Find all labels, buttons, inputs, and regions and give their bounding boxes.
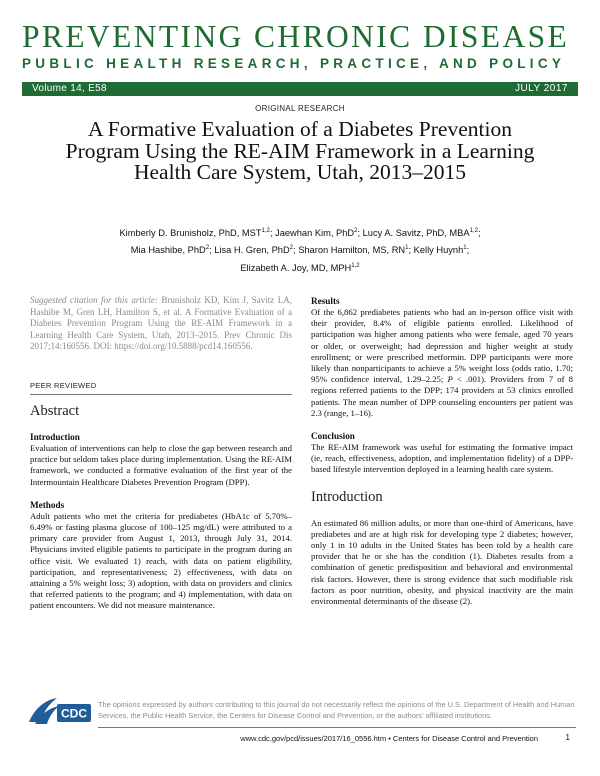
footer-url[interactable]: www.cdc.gov/pcd/issues/2017/16_0556.htm • Centers for Disease Control and Prevention	[240, 734, 538, 743]
journal-title: PREVENTING CHRONIC DISEASE	[22, 19, 570, 54]
journal-subtitle: PUBLIC HEALTH RESEARCH, PRACTICE, AND POLICY	[22, 56, 566, 71]
author: Sharon Hamilton, MS, $RN^1$;	[298, 245, 414, 256]
abstract-introduction-heading: Introduction	[30, 431, 80, 442]
conclusion-heading: Conclusion	[311, 431, 355, 442]
author-list	[60, 225, 540, 277]
suggested-citation	[30, 295, 292, 353]
left-column	[30, 295, 292, 612]
citation-label: Suggested citation for this article:	[30, 295, 158, 305]
author: Mia Hashibe, PhD$^2$;	[130, 245, 215, 256]
author: Kelly Huynh$^1$;	[413, 245, 470, 256]
article-type: ORIGINAL RESEARCH	[255, 104, 345, 113]
journal-masthead	[22, 20, 578, 73]
cdc-logo	[27, 690, 97, 730]
results-heading: Results	[311, 296, 340, 306]
author: Jaewhan Kim, PhD$^2$;	[275, 227, 363, 238]
introduction-heading: Introduction	[311, 488, 383, 505]
author: Kimberly D. Brunisholz, PhD, MST$^{1,2}$;	[119, 227, 276, 238]
conclusion-text: The RE-AIM framework was useful for estimating the formative impact (ie, reach, effectiveness, adoption, and implementation fidelity) of a DPP-based lifestyle intervention deployed in a learning health care system.	[311, 442, 573, 475]
author: Lisa H. Gren, PhD$^2$;	[214, 245, 299, 256]
page-number: 1	[565, 733, 570, 742]
cdc-logo-text: CDC	[61, 706, 87, 721]
methods-text: Adult patients who met the criteria for prediabetes (HbA1c of 5.70%–6.49% or fasting plasma glucose of 100–125 mg/dL) were attributed to a primary care provider from August 1, 2013, through July 31, 2014. Physicians invited eligible patients to participate in the program during an office visit. We evaluated 1) reach, with data on patient eligibility, participation, and representativeness; 2) effectiveness, with data on attaining a 5% weight loss; 3) adoption, with data on providers and clinics that referred patients to the program; and 4) implementation, with data on patient encounters. We did not measure maintenance.	[30, 510, 292, 611]
citation-text: Brunisholz KD, Kim J, Savitz LA, Hashibe M, Gren LH, Hamilton S, et al. A Formative Evaluation of a Diabetes Prevention Program Using the RE-AIM Framework in a Learning Health Care System, Utah, 2013–2015. Prev Chronic Dis 2017;14:160556. DOI: https://doi.org/10.5888/pcd14.160556.	[30, 295, 292, 352]
methods-heading: Methods	[30, 499, 65, 510]
volume-label: Volume 14, E58	[32, 83, 107, 94]
footer-divider	[98, 727, 576, 728]
issue-date: JULY 2017	[514, 83, 568, 94]
introduction-text: An estimated 86 million adults, or more than one-third of Americans, have prediabetes and are at high risk for developing type 2 diabetes; however, only 1 in 10 adults in the United States has been told by a health care provider that he or she has the condition (1). Diabetes results from a combination of genetic predisposition and behavioral and environmental risk factors. However, there is strong evidence that such modifiable risk factors as poor nutrition, obesity, and physical inactivity are the main environmental determinants of the disease (2).	[311, 517, 573, 607]
peer-reviewed-label: PEER REVIEWED	[30, 381, 292, 395]
author: Elizabeth A. Joy, MD, MPH$^{1,2}$	[240, 262, 360, 273]
abstract-introduction-text: Evaluation of interventions can help to close the gap between research and practice but seldom takes place during implementation. Using the RE-AIM framework, we conducted a formative evaluation of the first year of the Intermountain Healthcare Diabetes Prevention Program (DPP).	[30, 442, 292, 487]
disclaimer: The opinions expressed by authors contributing to this journal do not necessarily reflect the opinions of the U.S. Department of Health and Human Services, the Public Health Service, the Centers for Disease Control and Prevention, or the authors' affiliated institutions.	[98, 700, 575, 720]
issue-bar	[22, 82, 578, 96]
author: Lucy A. Savitz, PhD, MBA$^{1,2}$;	[362, 227, 481, 238]
right-column	[311, 295, 573, 607]
results-text: Of the 6,862 prediabetes patients who had an in-person office visit with their provider, 8.4% of eligible patients enrolled. Likelihood of participation was higher among patients who were female, aged 70 years or older, or overweight; had depression and higher weight at study enrollment; or were prescribed metformin. DPP participants were more likely than nonparticipants to achieve a 5% weight loss (odds ratio, 1.70; 95% confidence interval, 1.29–2.25; P < .001). Providers from 7 of 8 regions referred patients to the DPP; 174 providers at 53 clinics enrolled patients. The mean number of DPP counseling encounters per patient was 2.3 (range, 1–16).	[311, 307, 573, 418]
abstract-heading: Abstract	[30, 402, 80, 419]
article-title: A Formative Evaluation of a Diabetes Prevention Program Using the RE-AIM Framework in a Learning Health Care System, Utah, 2013–2015	[65, 117, 535, 184]
